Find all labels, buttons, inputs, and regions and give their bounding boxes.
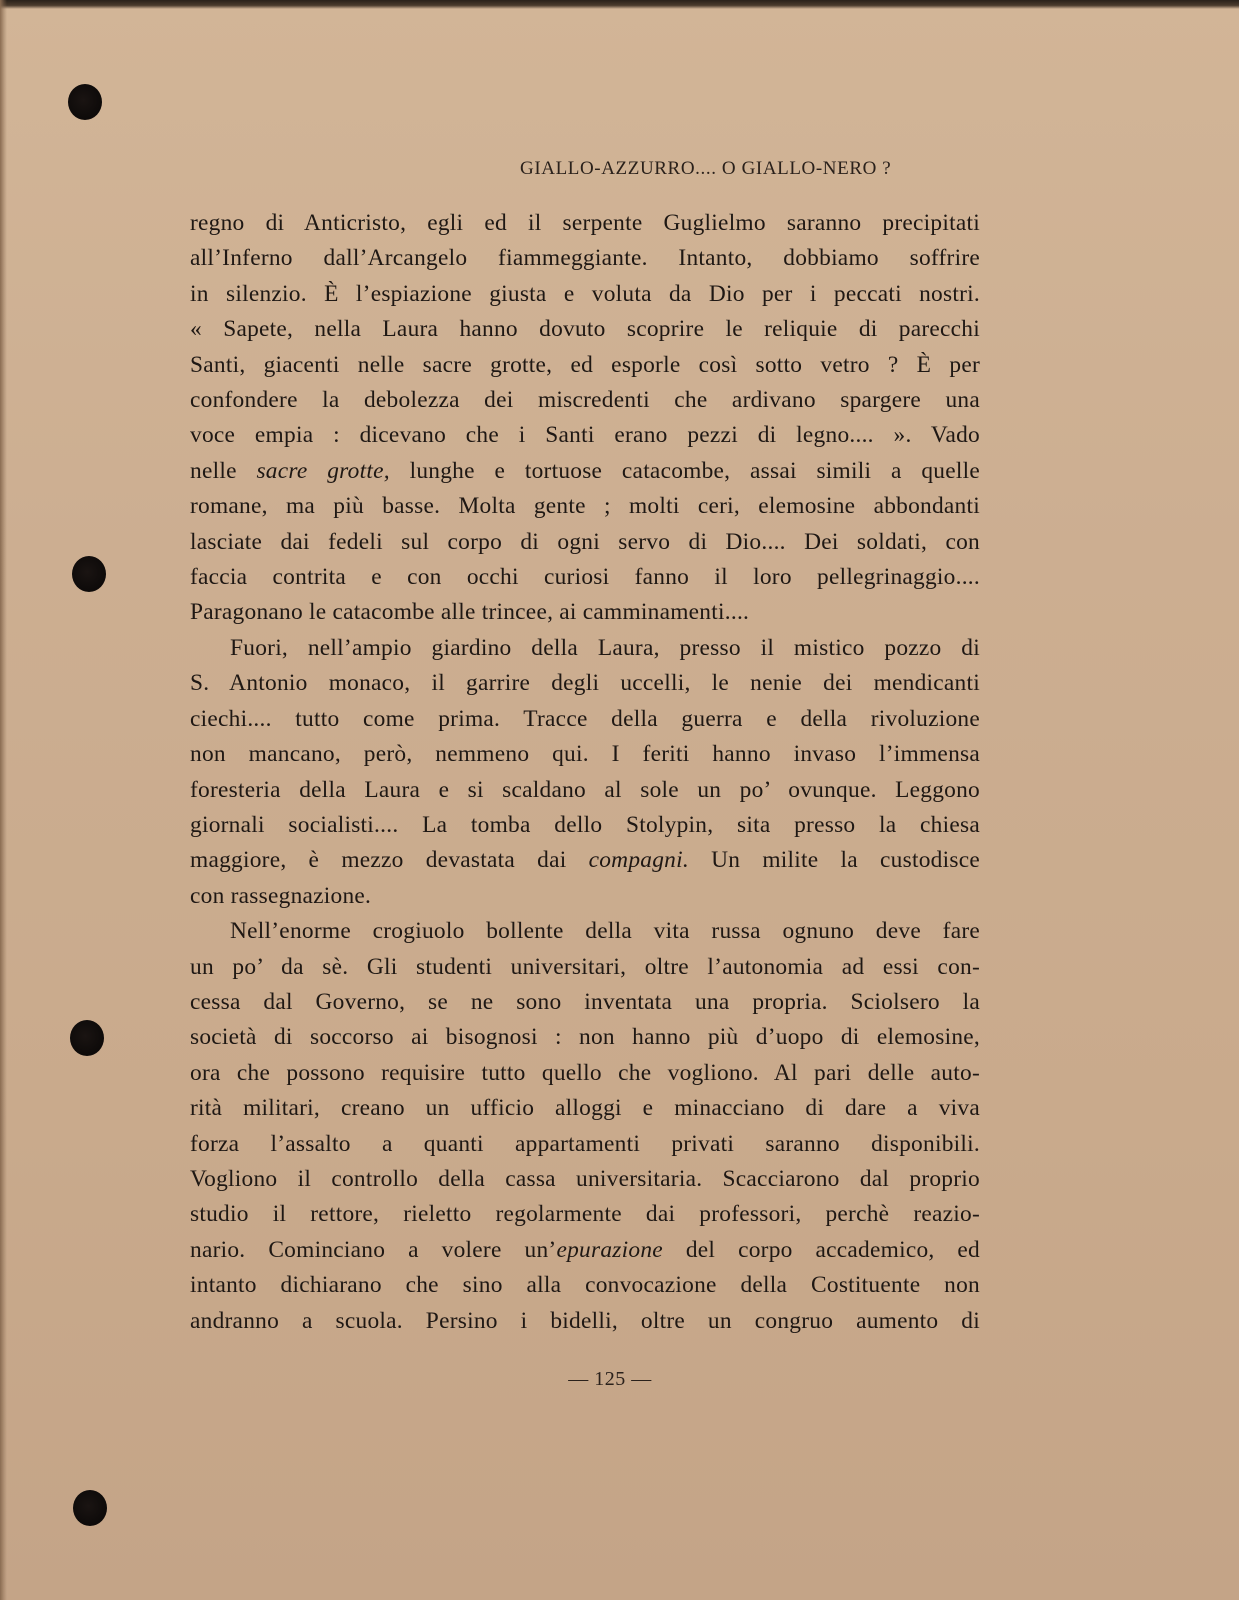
text-line: all’Inferno dall’Arcangelo fiammeggiante. Intanto, dobbiamo soffrire xyxy=(190,245,980,272)
text-line: « Sapete, nella Laura hanno dovuto scoprire le reliquie di parecchi xyxy=(190,316,980,343)
text-run: lunghe e tortuose catacombe, assai simili a quelle xyxy=(409,457,980,484)
text-line: lasciate dai fedeli sul corpo di ogni servo di Dio.... Dei soldati, con xyxy=(190,528,980,555)
text-line: Vogliono il controllo della cassa universitaria. Scacciarono dal proprio xyxy=(190,1165,980,1192)
text-line: Fuori, nell’ampio giardino della Laura, presso il mistico pozzo di xyxy=(230,634,980,661)
text-line: voce empia : dicevano che i Santi erano pezzi di legno.... ». Vado xyxy=(190,422,980,449)
page-top-edge xyxy=(0,0,1239,9)
text-line: forza l’assalto a quanti appartamenti privati saranno disponibili. xyxy=(190,1130,980,1157)
text-run: Un milite la custodisce xyxy=(711,847,980,874)
punch-hole xyxy=(72,556,106,592)
text-line: non mancano, però, nemmeno qui. I feriti hanno invaso l’immensa xyxy=(190,741,980,768)
text-line: Paragonano le catacombe alle trincee, ai camminamenti.... xyxy=(190,599,750,626)
punch-hole xyxy=(73,1490,107,1526)
page-left-edge xyxy=(0,0,7,1600)
punch-hole xyxy=(70,1020,104,1056)
text-line: foresteria della Laura e si scaldano al sole un po’ ovunque. Leggono xyxy=(190,776,980,803)
text-line: con rassegnazione. xyxy=(190,882,372,909)
body-text xyxy=(190,206,980,1339)
text-line: cessa dal Governo, se ne sono inventata una propria. Sciolsero la xyxy=(190,988,980,1015)
text-line: un po’ da sè. Gli studenti universitari, oltre l’autonomia ad essi con- xyxy=(190,953,980,980)
text-line: faccia contrita e con occhi curiosi fanno il loro pellegrinaggio.... xyxy=(190,564,980,591)
text-line xyxy=(190,454,980,489)
italic-run: epurazione xyxy=(556,1236,663,1263)
text-line: romane, ma più basse. Molta gente ; molti ceri, elemosine abbondanti xyxy=(190,493,980,520)
text-run: maggiore, è mezzo devastata dai xyxy=(190,847,567,874)
text-line: studio il rettore, rieletto regolarmente dai professori, perchè reazio- xyxy=(190,1201,980,1228)
text-run: nelle xyxy=(190,457,237,484)
text-line: confondere la debolezza dei miscredenti che ardivano spargere una xyxy=(190,387,980,414)
page-number: — 125 — xyxy=(568,1368,652,1390)
text-line: regno di Anticristo, egli ed il serpente Guglielmo saranno precipitati xyxy=(190,210,980,236)
text-line: società di soccorso ai bisognosi : non hanno più d’uopo di elemosine, xyxy=(190,1024,980,1051)
italic-run: compagni. xyxy=(588,847,689,874)
text-line: rità militari, creano un ufficio alloggi e minacciano di dare a viva xyxy=(190,1095,980,1122)
text-line: ora che possono requisire tutto quello che vogliono. Al pari delle auto- xyxy=(190,1059,980,1086)
text-line: Nell’enorme crogiuolo bollente della vita russa ognuno deve fare xyxy=(230,918,980,945)
italic-run: sacre grotte, xyxy=(256,457,390,484)
punch-hole xyxy=(68,84,102,120)
text-line: giornali socialisti.... La tomba dello Stolypin, sita presso la chiesa xyxy=(190,811,980,838)
text-line: intanto dichiarano che sino alla convocazione della Costituente non xyxy=(190,1272,980,1299)
text-line: in silenzio. È l’espiazione giusta e voluta da Dio per i peccati nostri. xyxy=(190,280,980,307)
text-line: andranno a scuola. Persino i bidelli, oltre un congruo aumento di xyxy=(190,1307,980,1334)
text-line xyxy=(190,843,980,878)
text-line: Santi, giacenti nelle sacre grotte, ed esporle così sotto vetro ? È per xyxy=(190,351,980,378)
text-line: S. Antonio monaco, il garrire degli uccelli, le nenie dei mendicanti xyxy=(190,670,980,697)
text-run: del corpo accademico, ed xyxy=(685,1236,980,1263)
text-line xyxy=(190,1233,980,1268)
text-run: nario. Cominciano a volere un’ xyxy=(190,1236,557,1263)
running-head: GIALLO-AZZURRO.... O GIALLO-NERO ? xyxy=(520,158,892,179)
text-line: ciechi.... tutto come prima. Tracce della guerra e della rivoluzione xyxy=(190,705,980,732)
